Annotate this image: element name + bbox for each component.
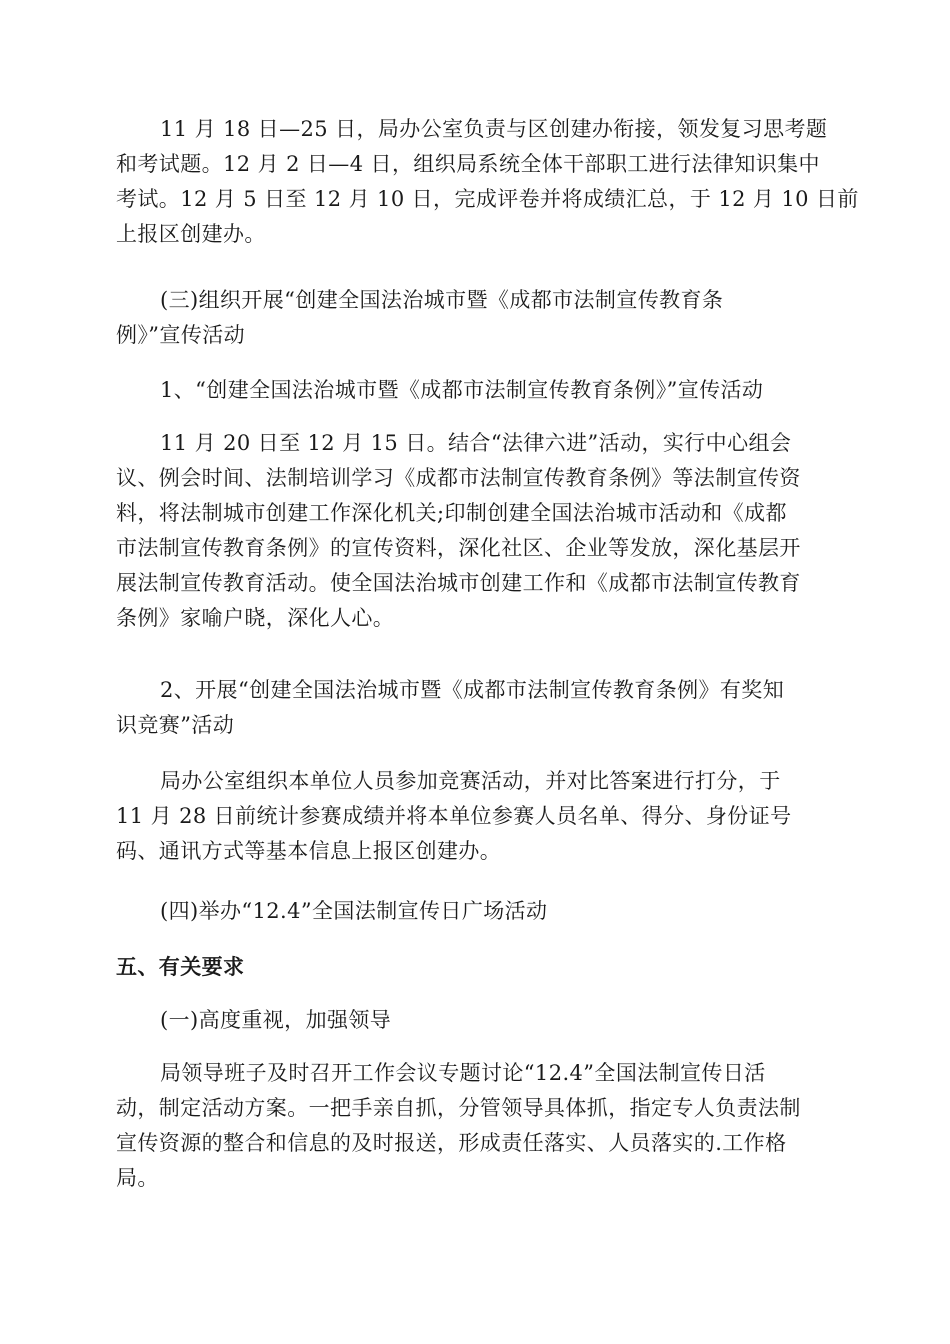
text-line: 1、“创建全国法治城市暨《成都市法制宣传教育条例》”宣传活动 bbox=[160, 378, 764, 402]
text-line: 例》”宣传活动 bbox=[116, 323, 246, 347]
section-heading-1 bbox=[116, 1003, 832, 1038]
chapter-heading-requirements: 五、有关要求 bbox=[116, 955, 245, 979]
text-line: (三)组织开展“创建全国法治城市暨《成都市法制宣传教育条 bbox=[160, 288, 724, 312]
subsection-heading-2 bbox=[116, 673, 832, 743]
text-line: 料，将法制城市创建工作深化机关;印制创建全国法治城市活动和《成都 bbox=[116, 501, 787, 525]
text-line: 宣传资源的整合和信息的及时报送，形成责任落实、人员落实的.工作格 bbox=[116, 1131, 787, 1155]
text-line: 条例》家喻户晓，深化人心。 bbox=[116, 606, 395, 630]
text-line: (一)高度重视，加强领导 bbox=[160, 1008, 392, 1032]
paragraph-quiz-contest bbox=[116, 764, 832, 869]
text-line: 议、例会时间、法制培训学习《成都市法制宣传教育条例》等法制宣传资 bbox=[116, 466, 801, 490]
section-heading-3 bbox=[116, 283, 832, 353]
text-line: 2、开展“创建全国法治城市暨《成都市法制宣传教育条例》有奖知 bbox=[160, 678, 785, 702]
text-line: 局。 bbox=[116, 1166, 159, 1190]
text-line: 上报区创建办。 bbox=[116, 222, 266, 246]
text-line: 和考试题。12 月 2 日—4 日，组织局系统全体干部职工进行法律知识集中 bbox=[116, 152, 820, 176]
section-heading-4 bbox=[116, 894, 832, 929]
text-line: 考试。12 月 5 日至 12 月 10 日，完成评卷并将成绩汇总，于 12 月 10 日前 bbox=[116, 187, 859, 211]
text-line: 动，制定活动方案。一把手亲自抓，分管领导具体抓，指定专人负责法制 bbox=[116, 1096, 801, 1120]
text-line: 码、通讯方式等基本信息上报区创建办。 bbox=[116, 839, 502, 863]
text-line: (四)举办“12.4”全国法制宣传日广场活动 bbox=[160, 899, 548, 923]
text-line: 市法制宣传教育条例》的宣传资料，深化社区、企业等发放，深化基层开 bbox=[116, 536, 801, 560]
paragraph-publicity-activity bbox=[116, 426, 832, 636]
text-line: 11 月 20 日至 12 月 15 日。结合“法律六进”活动，实行中心组会 bbox=[160, 431, 792, 455]
paragraph-leadership bbox=[116, 1056, 832, 1196]
subsection-heading-1 bbox=[116, 373, 832, 408]
text-line: 局办公室组织本单位人员参加竞赛活动，并对比答案进行打分，于 bbox=[160, 769, 781, 793]
text-line: 11 月 18 日—25 日，局办公室负责与区创建办衔接，领发复习思考题 bbox=[160, 117, 828, 141]
paragraph-exam-schedule bbox=[116, 112, 859, 252]
text-line: 识竞赛”活动 bbox=[116, 713, 235, 737]
text-line: 11 月 28 日前统计参赛成绩并将本单位参赛人员名单、得分、身份证号 bbox=[116, 804, 792, 828]
text-line: 局领导班子及时召开工作会议专题讨论“12.4”全国法制宣传日活 bbox=[160, 1061, 766, 1085]
text-line: 展法制宣传教育活动。使全国法治城市创建工作和《成都市法制宣传教育 bbox=[116, 571, 801, 595]
